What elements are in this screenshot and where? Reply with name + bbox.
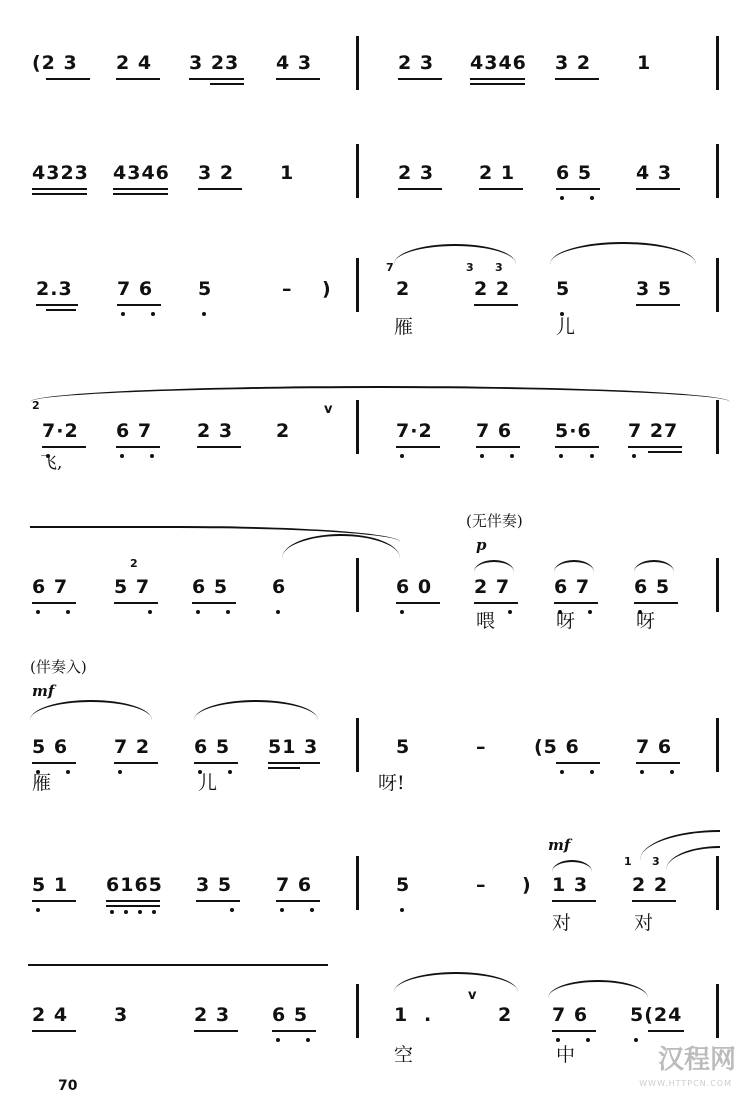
underline xyxy=(32,1030,76,1032)
note-group: 2 7 xyxy=(474,576,511,598)
octave-dot xyxy=(310,908,314,912)
lyric: 雁 xyxy=(32,772,52,794)
barline xyxy=(716,856,719,910)
note-group: 6 5 xyxy=(192,576,229,598)
underline xyxy=(396,602,440,604)
barline xyxy=(356,718,359,772)
score-row-3 xyxy=(0,238,750,368)
underline xyxy=(632,900,676,902)
grace-note: 2 xyxy=(130,557,138,570)
octave-dot xyxy=(110,910,114,914)
lyric: 呀 xyxy=(636,610,656,632)
note-group: 2 1 xyxy=(479,162,516,184)
note-group: 6 7 xyxy=(116,420,153,442)
score-row-8 xyxy=(0,952,750,1082)
note-group: 3 2 xyxy=(198,162,235,184)
dynamic-marking: p xyxy=(476,536,487,554)
barline xyxy=(356,258,359,312)
lyric: 对 xyxy=(634,912,654,934)
octave-dot xyxy=(148,610,152,614)
note-group: 6 5 xyxy=(194,736,231,758)
octave-dot xyxy=(202,312,206,316)
underline xyxy=(268,762,320,764)
score-row-7 xyxy=(0,820,750,950)
note-group: 1 xyxy=(394,1004,409,1026)
octave-dot xyxy=(670,770,674,774)
note-group: 3 23 xyxy=(189,52,240,74)
octave-dot xyxy=(556,1038,560,1042)
underline xyxy=(32,193,87,195)
slur xyxy=(552,860,592,872)
note-group: 3 5 xyxy=(636,278,673,300)
octave-dot xyxy=(280,908,284,912)
note-group: 6 xyxy=(272,576,287,598)
barline xyxy=(716,984,719,1038)
lyric: 中 xyxy=(556,1044,576,1066)
note-group: 2 xyxy=(396,278,411,300)
note-group: 4 3 xyxy=(636,162,673,184)
underline xyxy=(113,188,168,190)
note-group: 7 2 xyxy=(114,736,151,758)
note-group: 6 5 xyxy=(634,576,671,598)
underline xyxy=(556,762,600,764)
octave-dot xyxy=(121,312,125,316)
note-group: 4346 xyxy=(113,162,170,184)
lyric: 喂 xyxy=(476,610,496,632)
note-group: 5 xyxy=(396,736,411,758)
note-group: 7 27 xyxy=(628,420,679,442)
barline xyxy=(716,558,719,612)
score-row-1 xyxy=(0,0,750,130)
note-group: – xyxy=(476,874,487,896)
octave-dot xyxy=(586,1038,590,1042)
note-group: 5 xyxy=(198,278,213,300)
octave-dot xyxy=(276,610,280,614)
octave-dot xyxy=(228,770,232,774)
octave-dot xyxy=(66,610,70,614)
note-group: – xyxy=(476,736,487,758)
remark-accompaniment-enters: (伴奏入) xyxy=(30,658,87,676)
note-group: 2 4 xyxy=(32,1004,69,1026)
note-group: . xyxy=(424,1004,433,1026)
note-group: 7·2 xyxy=(396,420,433,442)
lyric: 呀! xyxy=(378,772,405,794)
lyric: 飞, xyxy=(40,453,63,473)
underline xyxy=(555,446,599,448)
octave-dot xyxy=(138,910,142,914)
slur xyxy=(30,386,730,402)
underline xyxy=(106,900,160,902)
underline xyxy=(470,78,525,80)
underline xyxy=(210,83,244,85)
note-group: 2 2 xyxy=(632,874,669,896)
underline xyxy=(648,1030,684,1032)
octave-dot xyxy=(400,454,404,458)
note-group: 5 xyxy=(556,278,571,300)
watermark-logo: 汉程网 xyxy=(657,1045,736,1075)
octave-dot xyxy=(510,454,514,458)
note-group: 5(24 xyxy=(630,1004,683,1026)
note-group: 5·6 xyxy=(555,420,592,442)
underline xyxy=(634,602,678,604)
underline xyxy=(648,451,682,453)
grace-note: 3 xyxy=(652,855,660,868)
note-group: 6165 xyxy=(106,874,163,896)
octave-dot xyxy=(590,454,594,458)
note-group: (5 6 xyxy=(534,736,580,758)
underline xyxy=(268,767,300,769)
underline xyxy=(197,446,241,448)
slur xyxy=(634,560,674,572)
octave-dot xyxy=(226,610,230,614)
underline xyxy=(114,602,158,604)
lyric: 对 xyxy=(552,912,572,934)
underline xyxy=(628,446,682,448)
underline xyxy=(46,78,90,80)
score-row-5 xyxy=(0,508,750,638)
underline xyxy=(196,900,240,902)
octave-dot xyxy=(400,610,404,614)
barline xyxy=(716,36,719,90)
dynamic-marking: mf xyxy=(548,836,571,854)
note-group: 5 xyxy=(396,874,411,896)
octave-dot xyxy=(632,454,636,458)
note-group: 3 5 xyxy=(196,874,233,896)
underline xyxy=(272,1030,316,1032)
underline xyxy=(636,304,680,306)
barline xyxy=(356,400,359,454)
note-group: 5 7 xyxy=(114,576,151,598)
barline xyxy=(716,400,719,454)
underline xyxy=(114,762,158,764)
underline xyxy=(32,188,87,190)
octave-dot xyxy=(590,196,594,200)
barline xyxy=(716,258,719,312)
barline xyxy=(716,718,719,772)
octave-dot xyxy=(230,908,234,912)
underline xyxy=(476,446,520,448)
underline xyxy=(636,762,680,764)
octave-dot xyxy=(150,454,154,458)
slur xyxy=(394,972,518,992)
octave-dot xyxy=(560,770,564,774)
note-group: 7·2 xyxy=(42,420,79,442)
octave-dot xyxy=(634,1038,638,1042)
octave-dot xyxy=(118,770,122,774)
slur xyxy=(550,242,696,264)
lyric: 呀 xyxy=(556,610,576,632)
note-group: 2 3 xyxy=(197,420,234,442)
lyric: 儿 xyxy=(556,316,576,338)
octave-dot xyxy=(400,908,404,912)
underline xyxy=(189,78,244,80)
note-group: 6 7 xyxy=(554,576,591,598)
note-group: 2 3 xyxy=(398,52,435,74)
underline xyxy=(42,446,86,448)
note-group: 51 3 xyxy=(268,736,319,758)
slur xyxy=(474,560,514,572)
underline xyxy=(396,446,440,448)
page-number: 70 xyxy=(58,1078,78,1094)
underline xyxy=(198,188,242,190)
note-group: 2 xyxy=(276,420,291,442)
lyric: 空 xyxy=(394,1044,414,1066)
slur xyxy=(394,244,516,264)
slur xyxy=(30,700,152,720)
note-group: 2.3 xyxy=(36,278,73,300)
octave-dot xyxy=(196,610,200,614)
underline xyxy=(556,188,600,190)
underline xyxy=(116,78,160,80)
underline xyxy=(554,602,598,604)
octave-dot xyxy=(36,610,40,614)
underline xyxy=(398,188,442,190)
note-group: 2 2 xyxy=(474,278,511,300)
underline xyxy=(117,304,161,306)
lyric: 雁 xyxy=(394,316,414,338)
note-group: 2 4 xyxy=(116,52,153,74)
grace-note: 2 xyxy=(32,399,40,412)
underline xyxy=(636,188,680,190)
octave-dot xyxy=(120,454,124,458)
underline xyxy=(113,193,168,195)
barline xyxy=(716,144,719,198)
note-group: 3 xyxy=(114,1004,129,1026)
barline xyxy=(356,558,359,612)
underline xyxy=(194,762,238,764)
lyric: 儿 xyxy=(198,772,218,794)
note-group: 7 6 xyxy=(117,278,154,300)
underline xyxy=(479,188,523,190)
underline xyxy=(276,78,320,80)
underline xyxy=(192,602,236,604)
octave-dot xyxy=(508,610,512,614)
note-group: 1 xyxy=(280,162,295,184)
underline xyxy=(32,900,76,902)
slur xyxy=(548,980,648,998)
underline xyxy=(32,602,76,604)
score-row-6 xyxy=(0,654,750,794)
slur xyxy=(28,964,328,978)
octave-dot xyxy=(66,770,70,774)
octave-dot xyxy=(559,454,563,458)
underline xyxy=(36,304,78,306)
score-row-2 xyxy=(0,118,750,248)
octave-dot xyxy=(640,770,644,774)
note-group: – xyxy=(282,278,293,300)
grace-note: 1 xyxy=(624,855,632,868)
underline xyxy=(552,1030,596,1032)
octave-dot xyxy=(560,196,564,200)
grace-note: 3 xyxy=(466,261,474,274)
note-group: 7 6 xyxy=(276,874,313,896)
underline xyxy=(398,78,442,80)
octave-dot xyxy=(306,1038,310,1042)
note-group: 3 2 xyxy=(555,52,592,74)
note-group: ) xyxy=(322,278,332,300)
underline xyxy=(46,309,76,311)
note-group: 1 3 xyxy=(552,874,589,896)
octave-dot xyxy=(152,910,156,914)
grace-note: 7 xyxy=(386,261,394,274)
remark-no-accompaniment: (无伴奏) xyxy=(466,512,523,530)
note-group: 7 6 xyxy=(636,736,673,758)
octave-dot xyxy=(151,312,155,316)
underline xyxy=(194,1030,238,1032)
breath-mark: v xyxy=(468,988,477,1003)
note-group: 1 xyxy=(637,52,652,74)
grace-note: 3 xyxy=(495,261,503,274)
note-group: 2 3 xyxy=(398,162,435,184)
underline xyxy=(276,900,320,902)
octave-dot xyxy=(588,610,592,614)
note-group: 6 5 xyxy=(556,162,593,184)
octave-dot xyxy=(480,454,484,458)
underline xyxy=(555,78,599,80)
note-group: 7 6 xyxy=(552,1004,589,1026)
note-group: 6 5 xyxy=(272,1004,309,1026)
note-group: 6 0 xyxy=(396,576,433,598)
octave-dot xyxy=(276,1038,280,1042)
octave-dot xyxy=(124,910,128,914)
slur xyxy=(554,560,594,572)
note-group: 7 6 xyxy=(476,420,513,442)
note-group: ) xyxy=(522,874,532,896)
underline xyxy=(32,762,76,764)
slur xyxy=(194,700,318,720)
note-group: (2 3 xyxy=(32,52,78,74)
note-group: 4346 xyxy=(470,52,527,74)
breath-mark: v xyxy=(324,402,333,417)
note-group: 4323 xyxy=(32,162,89,184)
barline xyxy=(356,984,359,1038)
underline xyxy=(116,446,160,448)
underline xyxy=(470,83,525,85)
underline xyxy=(552,900,596,902)
note-group: 2 xyxy=(498,1004,513,1026)
note-group: 6 7 xyxy=(32,576,69,598)
octave-dot xyxy=(590,770,594,774)
watermark-url: WWW.HTTPCN.COM xyxy=(639,1079,732,1088)
note-group: 5 6 xyxy=(32,736,69,758)
note-group: 5 1 xyxy=(32,874,69,896)
barline xyxy=(356,856,359,910)
octave-dot xyxy=(36,908,40,912)
note-group: 4 3 xyxy=(276,52,313,74)
underline xyxy=(474,304,518,306)
dynamic-marking: mf xyxy=(32,682,55,700)
score-row-4 xyxy=(0,380,750,510)
barline xyxy=(356,36,359,90)
underline xyxy=(474,602,518,604)
underline xyxy=(106,905,160,907)
note-group: 2 3 xyxy=(194,1004,231,1026)
barline xyxy=(356,144,359,198)
